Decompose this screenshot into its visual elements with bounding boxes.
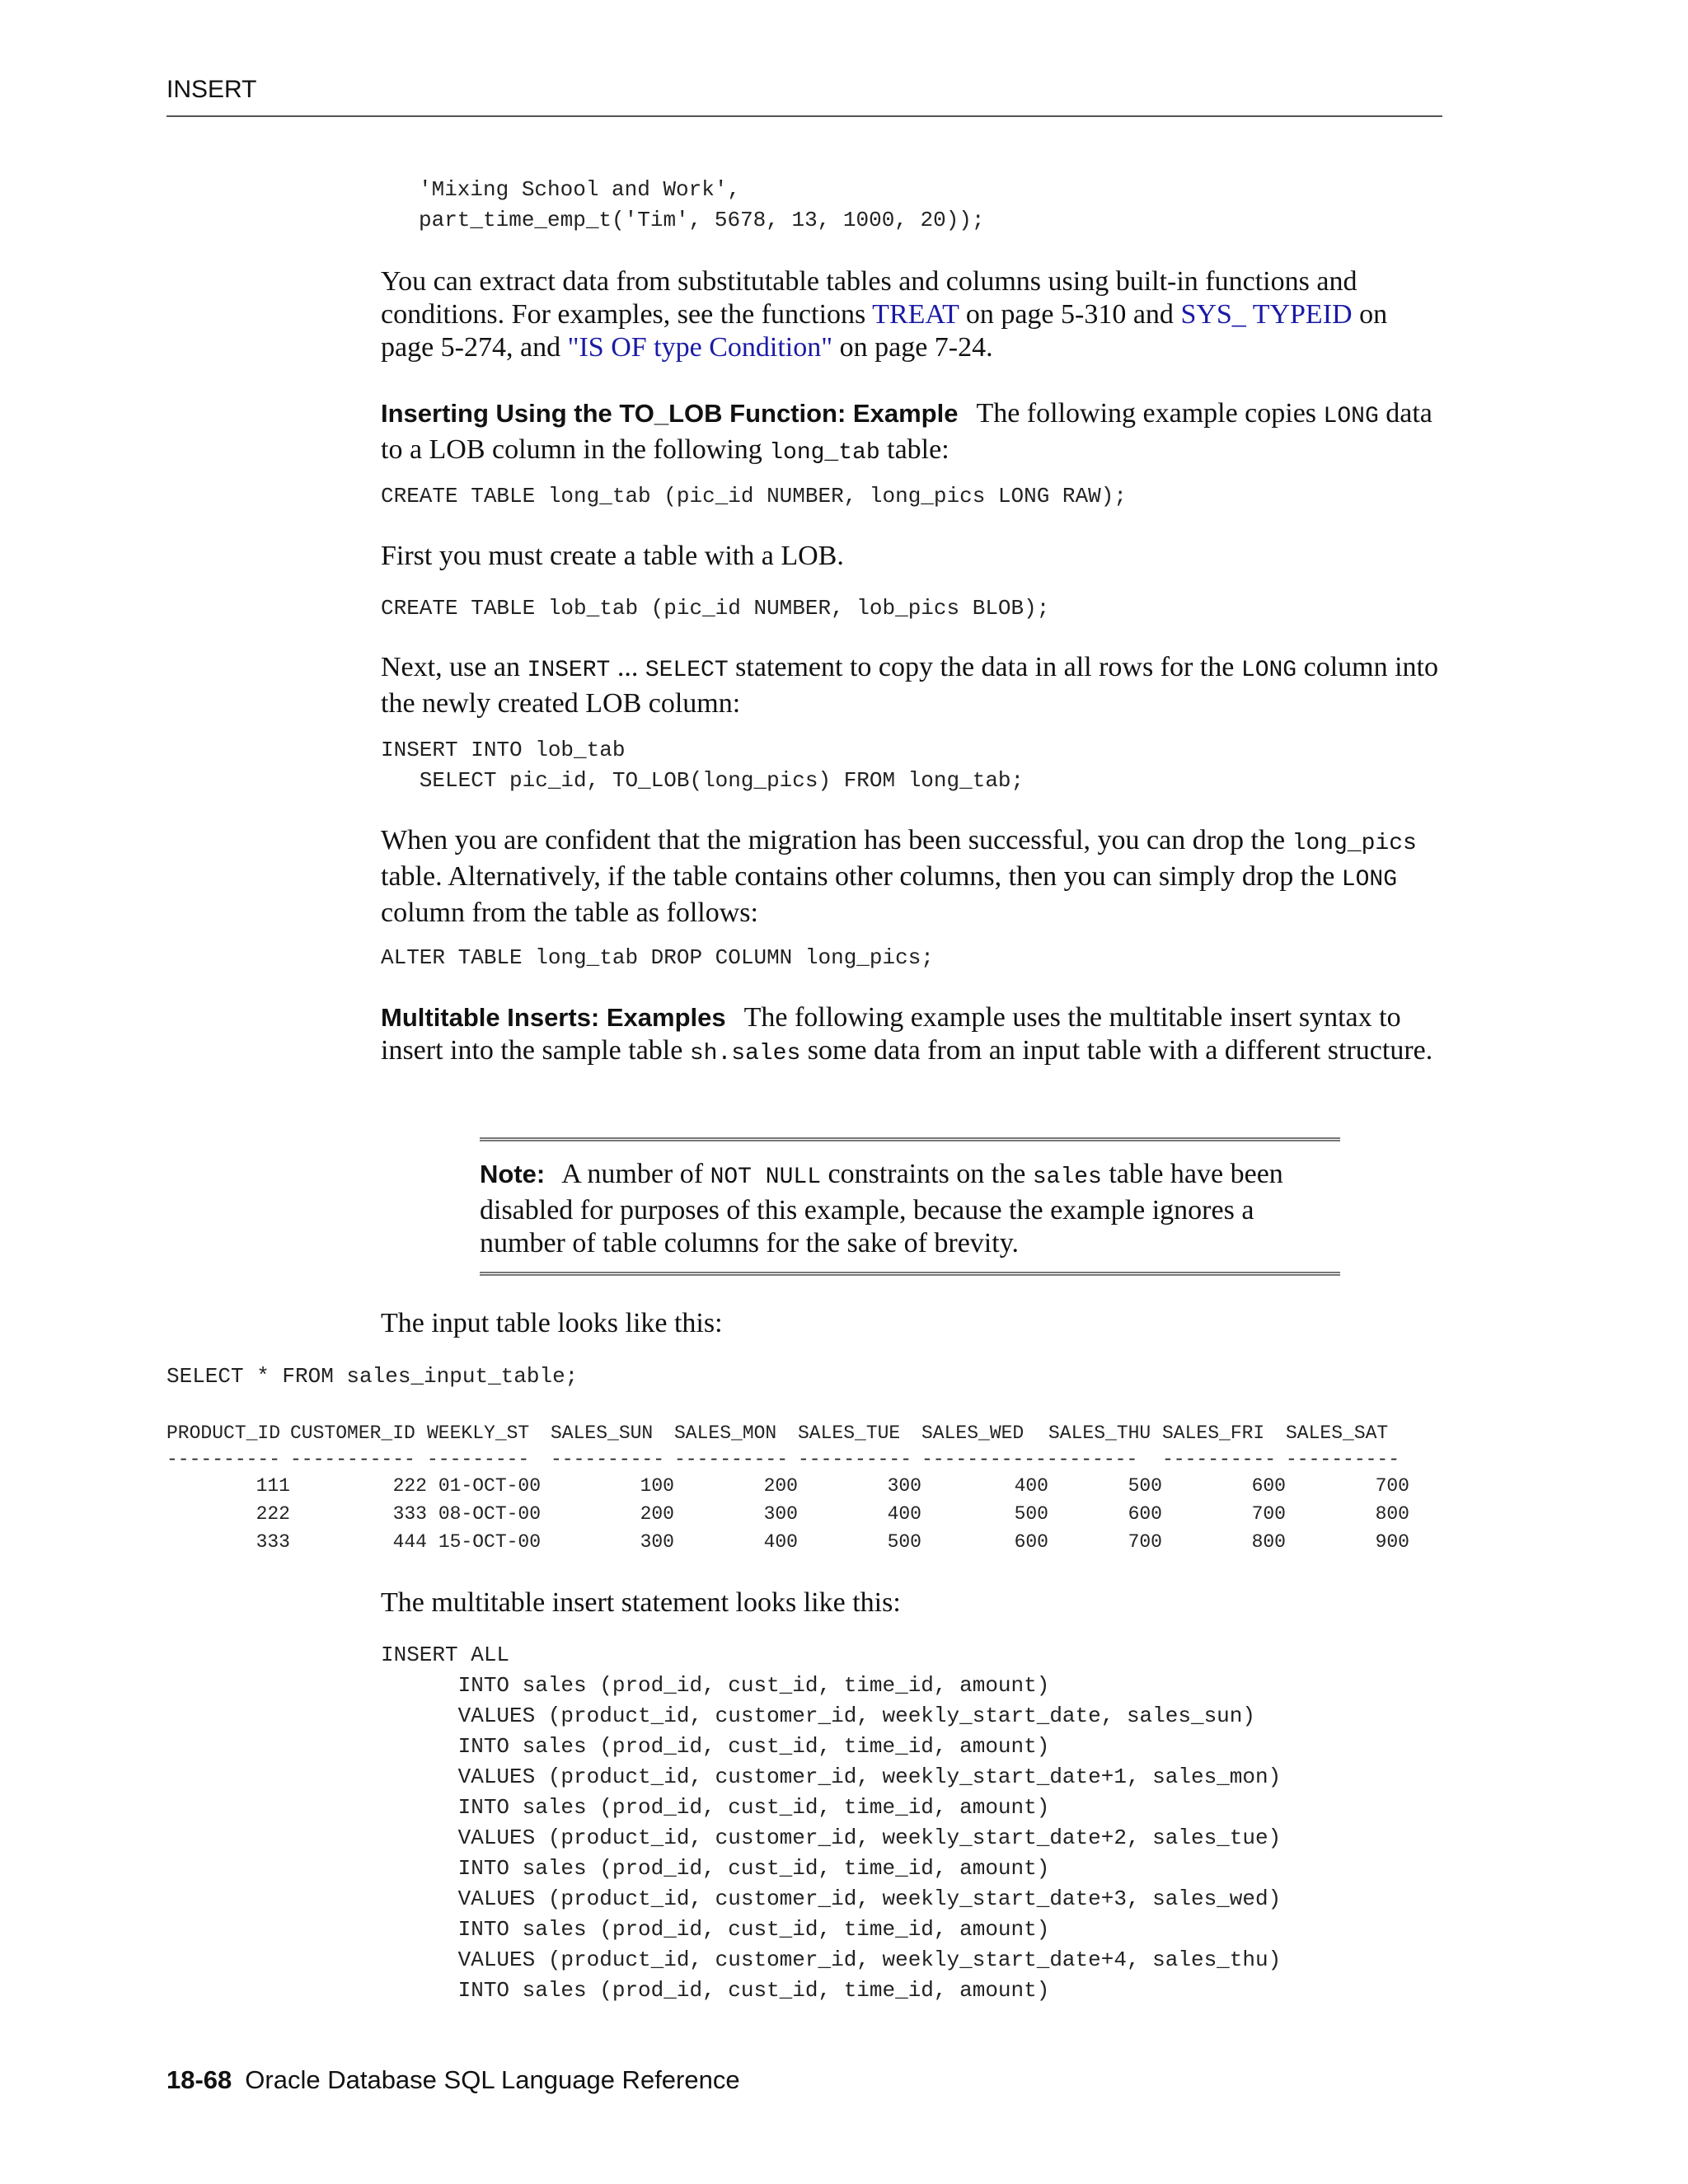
text-segment: constraints on the bbox=[821, 1159, 1033, 1189]
separator-cell: ---------- bbox=[674, 1449, 789, 1470]
code-insert-into-lob-tab: INSERT INTO lob_tab SELECT pic_id, TO_LOB(long_pics) FROM long_tab; bbox=[381, 738, 1025, 793]
table-cell: 700 bbox=[1128, 1531, 1162, 1553]
inline-code: NOT NULL bbox=[710, 1165, 821, 1190]
table-cell: 200 bbox=[640, 1503, 674, 1525]
separator-cell: ---------- bbox=[1286, 1449, 1400, 1470]
table-cell bbox=[427, 1472, 551, 1500]
sales-input-table bbox=[166, 1419, 1409, 1556]
text-segment: table have been disabled for purposes of this example, because the example ignores a number of table columns for the sake of brevity. bbox=[480, 1159, 1283, 1258]
table-cell: 111 bbox=[256, 1475, 290, 1497]
column-header: SALES_WED bbox=[921, 1422, 1025, 1444]
column-header: WEEKLY_ST bbox=[427, 1422, 530, 1444]
column-header: SALES_FRI bbox=[1162, 1422, 1265, 1444]
book-title: Oracle Database SQL Language Reference bbox=[245, 2065, 740, 2094]
separator-cell: ---------- bbox=[166, 1449, 281, 1470]
inline-code: INSERT bbox=[527, 658, 611, 683]
code-create-long-tab: CREATE TABLE long_tab (pic_id NUMBER, long_pics LONG RAW); bbox=[381, 484, 1127, 509]
column-header: SALES_SUN bbox=[551, 1422, 654, 1444]
link-sys-typeid[interactable]: SYS_ TYPEID bbox=[1180, 299, 1353, 330]
text-segment: on page 5-274, and bbox=[381, 299, 1388, 363]
table-cell: 900 bbox=[1375, 1531, 1409, 1553]
table-cell: 333 bbox=[392, 1503, 427, 1525]
table-cell: 400 bbox=[1014, 1475, 1048, 1497]
text-segment: When you are confident that the migration has been successful, you can drop the bbox=[381, 825, 1292, 855]
text-segment: The following example copies bbox=[976, 398, 1324, 429]
table-cell: 500 bbox=[1128, 1475, 1162, 1497]
column-header: SALES_SAT bbox=[1286, 1422, 1389, 1444]
table-cell: 600 bbox=[1128, 1503, 1162, 1525]
text-segment: column from the table as follows: bbox=[381, 898, 758, 928]
inline-code: long_pics bbox=[1292, 831, 1417, 856]
paragraph-drop-column bbox=[381, 824, 1444, 930]
paragraph-multitable-statement: The multitable insert statement looks like this: bbox=[381, 1587, 901, 1618]
code-insert-all: INSERT ALL INTO sales (prod_id, cust_id, time_id, amount) VALUES (product_id, customer_id, weekly_start_date, sales_sun) INTO sales (prod_id, cust_id, time_id, amount) VALUES (product_id, customer_id, weekly_start_date+1, sales_mon) INTO sales (prod_id, cust_id, time_id, amount) VALUES (product_id, customer_id, weekly_start_date+2, sales_tue) INTO sales (prod_id, cust_id, time_id, amount) VALUES (product_id, customer_id, weekly_start_date+3, sales_wed) INTO sales (prod_id, cust_id, time_id, amount) VALUES (product_id, customer_id, weekly_start_date+4, sales_thu) INTO sales (prod_id, cust_id, time_id, amount) bbox=[381, 1643, 1282, 2003]
text-segment: some data from an input table with a different structure. bbox=[800, 1035, 1433, 1066]
table-cell: 222 bbox=[256, 1503, 290, 1525]
note-text bbox=[480, 1158, 1340, 1260]
table-cell: 333 bbox=[256, 1531, 290, 1553]
note-label: Note: bbox=[480, 1160, 546, 1188]
table-cell: 222 bbox=[392, 1475, 427, 1497]
column-header: CUSTOMER_ID bbox=[290, 1422, 415, 1444]
example-heading-to-lob: Inserting Using the TO_LOB Function: Example bbox=[381, 399, 959, 428]
table-cell: 100 bbox=[640, 1475, 674, 1497]
example-heading-multitable: Multitable Inserts: Examples bbox=[381, 1003, 726, 1032]
separator-cell: ---------- bbox=[798, 1449, 912, 1470]
table-row bbox=[166, 1500, 1409, 1528]
separator-cell: ----------- bbox=[290, 1449, 415, 1470]
paragraph-insert-select bbox=[381, 651, 1444, 720]
note-box bbox=[480, 1137, 1340, 1276]
table-cell: 500 bbox=[1014, 1503, 1048, 1525]
text-segment: table: bbox=[879, 434, 950, 465]
table-cell: 300 bbox=[640, 1531, 674, 1553]
table-cell-text: 01-OCT-00 bbox=[438, 1475, 542, 1497]
paragraph-to-lob-example bbox=[381, 397, 1444, 470]
column-header: PRODUCT_ID bbox=[166, 1422, 281, 1444]
paragraph-multitable-example bbox=[381, 1001, 1444, 1071]
table-cell-text: 08-OCT-00 bbox=[438, 1503, 542, 1525]
table-cell: 500 bbox=[887, 1531, 921, 1553]
table-cell: 400 bbox=[763, 1531, 798, 1553]
text-segment: on page 5-310 and bbox=[959, 299, 1181, 330]
text-segment: A number of bbox=[561, 1159, 710, 1189]
paragraph-first-create-lob: First you must create a table with a LOB. bbox=[381, 541, 844, 571]
inline-code: LONG bbox=[1341, 867, 1397, 893]
paragraph-input-table: The input table looks like this: bbox=[381, 1308, 723, 1338]
text-segment: on page 7-24. bbox=[832, 332, 993, 363]
text-segment: ... bbox=[610, 652, 645, 682]
code-create-lob-tab: CREATE TABLE lob_tab (pic_id NUMBER, lob_pics BLOB); bbox=[381, 596, 1050, 621]
separator-cell: ---------- bbox=[551, 1449, 665, 1470]
page-footer bbox=[166, 2065, 740, 2095]
text-segment: data to a LOB column in the following bbox=[381, 398, 1432, 465]
table-cell: 400 bbox=[887, 1503, 921, 1525]
table-cell bbox=[427, 1528, 551, 1556]
text-segment: The following example uses the multitable insert syntax to insert into the sample table bbox=[381, 1002, 1401, 1066]
column-header: SALES_THU bbox=[1048, 1422, 1151, 1444]
page-number: 18-68 bbox=[166, 2065, 232, 2094]
column-header: SALES_TUE bbox=[798, 1422, 901, 1444]
text-segment: Next, use an bbox=[381, 652, 528, 682]
code-block-object-insert: 'Mixing School and Work', part_time_emp_t('Tim', 5678, 13, 1000, 20)); bbox=[419, 177, 985, 232]
table-cell: 444 bbox=[392, 1531, 427, 1553]
column-header: SALES_MON bbox=[674, 1422, 777, 1444]
code-alter-table: ALTER TABLE long_tab DROP COLUMN long_pics; bbox=[381, 945, 934, 970]
table-cell: 800 bbox=[1251, 1531, 1286, 1553]
inline-code: sales bbox=[1032, 1165, 1102, 1190]
text-segment: table. Alternatively, if the table contains other columns, then you can simply drop the bbox=[381, 861, 1342, 892]
table-row bbox=[166, 1472, 1409, 1500]
link-is-of-type-condition[interactable]: "IS OF type Condition" bbox=[567, 332, 833, 363]
inline-code: LONG bbox=[1240, 658, 1297, 683]
table-cell: 800 bbox=[1375, 1503, 1409, 1525]
table-row bbox=[166, 1528, 1409, 1556]
inline-code: sh.sales bbox=[689, 1041, 801, 1066]
table-cell bbox=[427, 1500, 551, 1528]
text-segment: column into the newly created LOB column: bbox=[381, 652, 1438, 719]
inline-code: SELECT bbox=[645, 658, 729, 683]
separator-cell: ------------------- bbox=[921, 1449, 1138, 1470]
header-rule bbox=[166, 115, 1442, 117]
table-cell: 200 bbox=[763, 1475, 798, 1497]
table-cell: 700 bbox=[1251, 1503, 1286, 1525]
separator-cell: ---------- bbox=[1162, 1449, 1277, 1470]
table-cell: 600 bbox=[1251, 1475, 1286, 1497]
paragraph-substitutable-tables bbox=[381, 265, 1444, 364]
table-cell: 700 bbox=[1375, 1475, 1409, 1497]
code-select-input-table: SELECT * FROM sales_input_table; bbox=[166, 1364, 579, 1389]
separator-cell: --------- bbox=[427, 1449, 530, 1470]
inline-code: long_tab bbox=[769, 440, 880, 466]
separator-row bbox=[166, 1447, 1409, 1472]
table-header-row bbox=[166, 1419, 1409, 1447]
table-cell: 300 bbox=[763, 1503, 798, 1525]
inline-code: LONG bbox=[1323, 404, 1379, 429]
table-cell: 600 bbox=[1014, 1531, 1048, 1553]
link-treat[interactable]: TREAT bbox=[872, 299, 959, 330]
text-segment: statement to copy the data in all rows for the bbox=[728, 652, 1241, 682]
running-header: INSERT bbox=[166, 76, 257, 103]
table-cell-text: 15-OCT-00 bbox=[438, 1531, 542, 1553]
text-segment: You can extract data from substitutable tables and columns using built-in functions and conditions. For examples, see the functions bbox=[381, 266, 1357, 330]
table-cell: 300 bbox=[887, 1475, 921, 1497]
